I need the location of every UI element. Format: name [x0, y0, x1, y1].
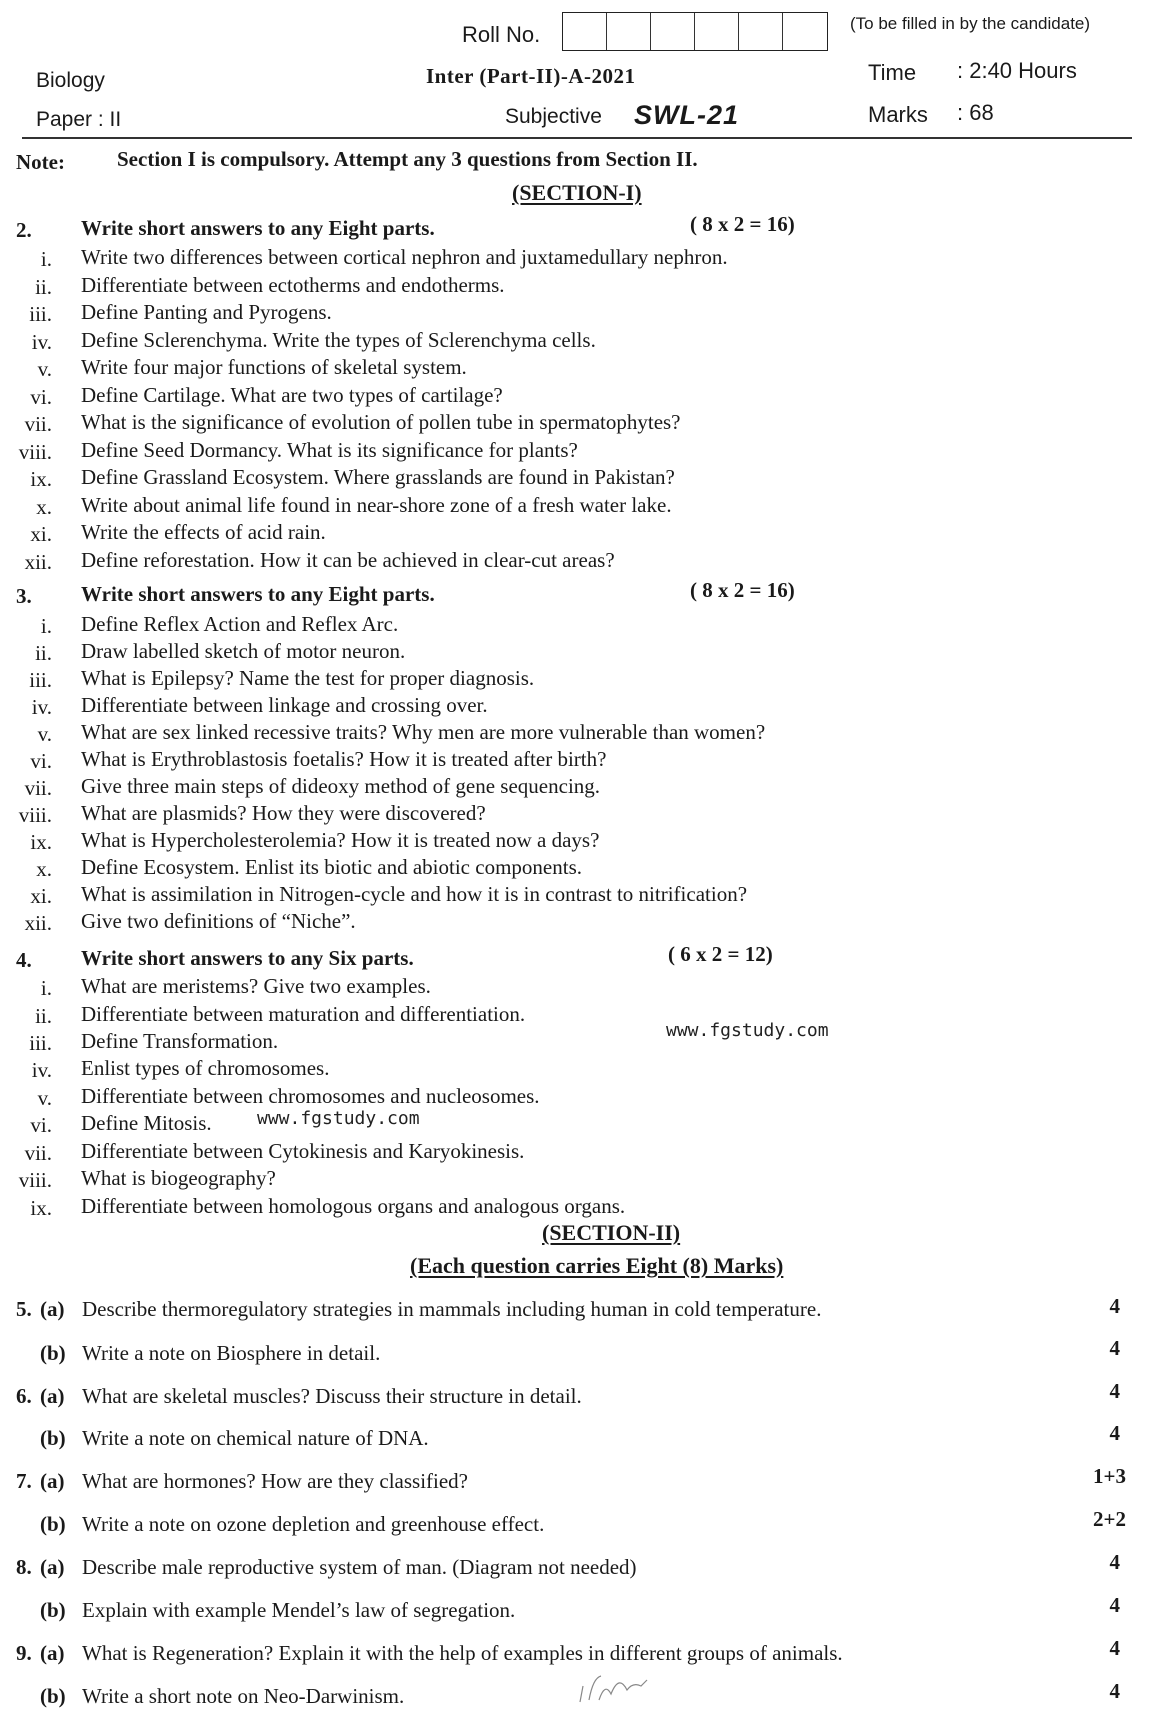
item-text: Write two differences between cortical nephron and juxtamedullary nephron.	[81, 245, 728, 269]
item-number: xi.	[30, 884, 52, 908]
question-text: What are hormones? How are they classified?	[82, 1469, 468, 1493]
item-text: Give two definitions of “Niche”.	[81, 909, 356, 933]
roll-number-note: (To be filled in by the candidate)	[850, 14, 1091, 33]
question-part: (a)	[40, 1641, 65, 1665]
item-text: Define Sclerenchyma. Write the types of Sclerenchyma cells.	[81, 328, 596, 352]
exam-title: Inter (Part-II)-A-2021	[426, 64, 636, 88]
item-text: What are meristems? Give two examples.	[81, 974, 431, 998]
question-marks: ( 8 x 2 = 16)	[690, 212, 795, 236]
question-part: (a)	[40, 1297, 65, 1321]
item-number: xii.	[24, 550, 52, 574]
question-part: (b)	[40, 1512, 66, 1536]
section-2-title: (SECTION-II)	[542, 1220, 681, 1245]
roll-number-label: Roll No.	[462, 22, 541, 47]
roll-number-cell[interactable]	[563, 13, 607, 50]
item-text: Differentiate between linkage and crossing over.	[81, 693, 488, 717]
item-number: xii.	[24, 911, 52, 935]
question-number: 7.	[16, 1469, 32, 1493]
item-text: What is biogeography?	[81, 1166, 276, 1190]
item-number: ix.	[30, 1196, 52, 1220]
item-text: Differentiate between ectotherms and endotherms.	[81, 273, 505, 297]
item-number: vii.	[24, 776, 52, 800]
header-divider	[22, 137, 1132, 139]
question-text: Write a note on chemical nature of DNA.	[82, 1426, 429, 1450]
item-number: iv.	[31, 330, 52, 354]
question-part: (b)	[40, 1684, 66, 1708]
time-label: Time	[868, 60, 917, 85]
item-text: Define Cartilage. What are two types of cartilage?	[81, 383, 503, 407]
question-marks: 4	[1109, 1379, 1120, 1403]
item-number: iv.	[31, 1058, 52, 1082]
section-1-title: (SECTION-I)	[512, 180, 642, 205]
item-text: Differentiate between chromosomes and nucleosomes.	[81, 1084, 540, 1108]
item-text: Define Grassland Ecosystem. Where grasslands are found in Pakistan?	[81, 465, 675, 489]
question-number: 8.	[16, 1555, 32, 1579]
question-number: 9.	[16, 1641, 32, 1665]
roll-number-cell[interactable]	[739, 13, 783, 50]
question-marks: 4	[1109, 1336, 1120, 1360]
paper-code: SWL-21	[634, 100, 740, 130]
item-text: Differentiate between Cytokinesis and Karyokinesis.	[81, 1139, 525, 1163]
question-number: 5.	[16, 1297, 32, 1321]
question-marks: 4	[1109, 1550, 1120, 1574]
item-text: What is Epilepsy? Name the test for proper diagnosis.	[81, 666, 535, 690]
roll-number-cell[interactable]	[783, 13, 827, 50]
question-marks: 4	[1109, 1636, 1120, 1660]
question-number: 6.	[16, 1384, 32, 1408]
paper-number: Paper : II	[36, 108, 122, 131]
question-text: Write a short note on Neo-Darwinism.	[82, 1684, 405, 1708]
question-text: Write a note on Biosphere in detail.	[82, 1341, 381, 1365]
question-marks: 1+3	[1093, 1464, 1126, 1488]
question-marks: 4	[1109, 1593, 1120, 1617]
item-number: viii.	[18, 803, 52, 827]
note-text: Section I is compulsory. Attempt any 3 questions from Section II.	[117, 147, 698, 171]
item-number: ii.	[35, 641, 52, 665]
question-number: 2.	[16, 218, 32, 242]
watermark-text: www.fgstudy.com	[257, 1108, 420, 1129]
question-part: (a)	[40, 1469, 65, 1493]
item-number: vii.	[24, 412, 52, 436]
item-number: viii.	[18, 440, 52, 464]
question-text: What are skeletal muscles? Discuss their structure in detail.	[82, 1384, 582, 1408]
item-number: ii.	[35, 275, 52, 299]
item-text: Write about animal life found in near-shore zone of a fresh water lake.	[81, 493, 672, 517]
item-text: What is the significance of evolution of pollen tube in spermatophytes?	[81, 410, 681, 434]
question-text: Describe male reproductive system of man. (Diagram not needed)	[82, 1555, 637, 1579]
roll-number-cell[interactable]	[607, 13, 651, 50]
item-number: i.	[40, 614, 52, 638]
item-number: vi.	[30, 1113, 52, 1137]
question-text: Write a note on ozone depletion and greenhouse effect.	[82, 1512, 545, 1536]
roll-number-cell[interactable]	[651, 13, 695, 50]
question-heading: Write short answers to any Eight parts.	[81, 216, 435, 240]
item-text: What is Hypercholesterolemia? How it is treated now a days?	[81, 828, 600, 852]
item-number: ix.	[30, 467, 52, 491]
item-text: Define Transformation.	[81, 1029, 279, 1053]
item-number: v.	[37, 357, 52, 381]
item-text: Define Ecosystem. Enlist its biotic and abiotic components.	[81, 855, 582, 879]
question-number: 3.	[16, 584, 32, 608]
question-marks: 4	[1109, 1421, 1120, 1445]
item-number: vi.	[30, 385, 52, 409]
item-number: x.	[36, 857, 52, 881]
item-number: i.	[40, 247, 52, 271]
question-marks: 4	[1109, 1294, 1120, 1318]
question-text: Explain with example Mendel’s law of segregation.	[82, 1598, 516, 1622]
question-part: (b)	[40, 1426, 66, 1450]
item-number: xi.	[30, 522, 52, 546]
question-marks: 2+2	[1093, 1507, 1126, 1531]
item-number: iii.	[29, 1031, 52, 1055]
question-heading: Write short answers to any Eight parts.	[81, 582, 435, 606]
item-text: Draw labelled sketch of motor neuron.	[81, 639, 406, 663]
item-text: Write the effects of acid rain.	[81, 520, 326, 544]
item-text: Define Mitosis.	[81, 1111, 212, 1135]
item-text: Give three main steps of dideoxy method of gene sequencing.	[81, 774, 601, 798]
item-text: Define reforestation. How it can be achieved in clear-cut areas?	[81, 548, 615, 572]
item-number: iii.	[29, 302, 52, 326]
item-number: iv.	[31, 695, 52, 719]
subject-name: Biology	[36, 69, 105, 92]
item-number: ii.	[35, 1004, 52, 1028]
item-text: What are sex linked recessive traits? Why men are more vulnerable than women?	[81, 720, 766, 744]
roll-number-cell[interactable]	[695, 13, 739, 50]
question-part: (a)	[40, 1384, 65, 1408]
question-text: What is Regeneration? Explain it with the help of examples in different groups of animals.	[82, 1641, 843, 1665]
question-part: (a)	[40, 1555, 65, 1579]
signature-scribble	[575, 1672, 685, 1705]
paper-type: Subjective	[505, 105, 602, 128]
item-text: Define Panting and Pyrogens.	[81, 300, 332, 324]
watermark-text: www.fgstudy.com	[666, 1020, 829, 1041]
question-text: Describe thermoregulatory strategies in mammals including human in cold temperature.	[82, 1297, 822, 1321]
item-number: v.	[37, 1086, 52, 1110]
item-text: Differentiate between homologous organs and analogous organs.	[81, 1194, 626, 1218]
item-text: Define Reflex Action and Reflex Arc.	[81, 612, 399, 636]
section-2-subtitle: (Each question carries Eight (8) Marks)	[410, 1253, 784, 1278]
item-number: vii.	[24, 1141, 52, 1165]
time-value: : 2:40 Hours	[957, 58, 1077, 83]
item-number: ix.	[30, 830, 52, 854]
question-marks: ( 8 x 2 = 16)	[690, 578, 795, 602]
item-text: What are plasmids? How they were discovered?	[81, 801, 486, 825]
note-label: Note:	[16, 150, 65, 174]
roll-number-boxes	[562, 12, 828, 51]
question-marks: ( 6 x 2 = 12)	[668, 942, 773, 966]
item-number: viii.	[18, 1168, 52, 1192]
item-text: Differentiate between maturation and differentiation.	[81, 1002, 526, 1026]
item-number: i.	[40, 976, 52, 1000]
item-number: vi.	[30, 749, 52, 773]
item-number: x.	[36, 495, 52, 519]
item-text: What is Erythroblastosis foetalis? How it is treated after birth?	[81, 747, 607, 771]
item-text: Write four major functions of skeletal system.	[81, 355, 467, 379]
item-text: Define Seed Dormancy. What is its significance for plants?	[81, 438, 578, 462]
question-marks: 4	[1109, 1679, 1120, 1703]
question-part: (b)	[40, 1598, 66, 1622]
marks-label: Marks	[868, 102, 928, 127]
marks-value: : 68	[957, 100, 994, 125]
item-number: iii.	[29, 668, 52, 692]
item-text: Enlist types of chromosomes.	[81, 1056, 330, 1080]
item-text: What is assimilation in Nitrogen-cycle and how it is in contrast to nitrification?	[81, 882, 748, 906]
question-number: 4.	[16, 948, 32, 972]
question-part: (b)	[40, 1341, 66, 1365]
question-heading: Write short answers to any Six parts.	[81, 946, 414, 970]
item-number: v.	[37, 722, 52, 746]
